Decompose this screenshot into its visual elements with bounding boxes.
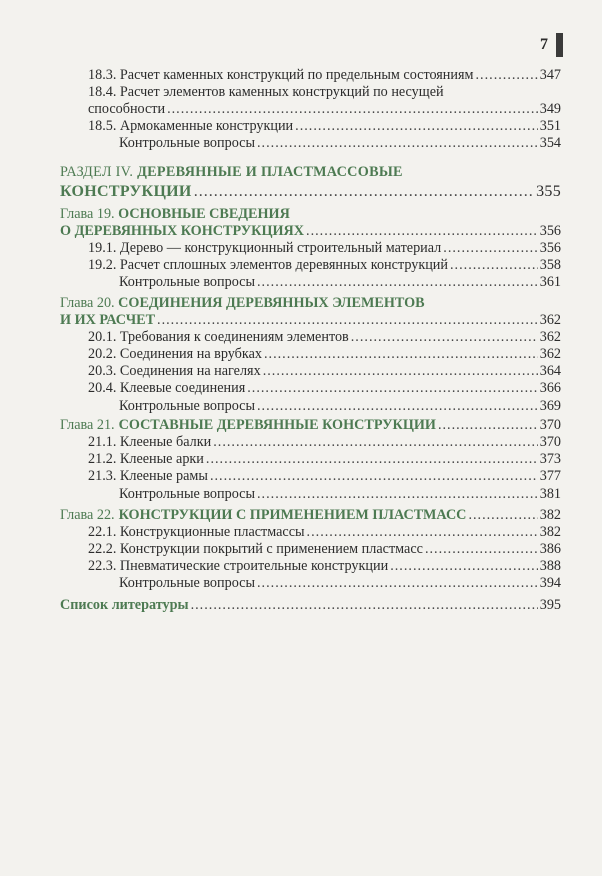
chapter-title: СОСТАВНЫЕ ДЕРЕВЯННЫЕ КОНСТРУКЦИИ — [118, 417, 436, 433]
toc-entry-title: 19.2. Расчет сплошных элементов деревянных конструкций — [88, 257, 448, 273]
toc-entry[interactable] — [88, 467, 561, 485]
toc-entry-page: 361 — [539, 274, 561, 290]
chapter-title: КОНСТРУКЦИИ С ПРИМЕНЕНИЕМ ПЛАСТМАСС — [118, 507, 467, 523]
leader-dots — [194, 183, 534, 201]
toc-entry[interactable] — [119, 397, 561, 415]
toc-entry-title: Контрольные вопросы — [119, 575, 255, 591]
chapter-title: О ДЕРЕВЯННЫХ КОНСТРУКЦИЯХ — [60, 223, 305, 239]
toc-entry-title: 18.4. Расчет элементов каменных конструкций по несущей — [88, 84, 444, 100]
leader-dots — [257, 397, 538, 415]
chapter-title: ОСНОВНЫЕ СВЕДЕНИЯ — [118, 206, 290, 222]
toc-entry-page: 394 — [539, 575, 561, 591]
leader-dots — [206, 450, 538, 468]
chapter-heading[interactable] — [60, 311, 561, 329]
toc-entry-title: 21.2. Клееные арки — [88, 451, 204, 467]
toc-entry[interactable] — [119, 134, 561, 152]
leader-dots — [257, 574, 538, 592]
toc-entry[interactable] — [88, 450, 561, 468]
leader-dots — [257, 273, 538, 291]
toc-entry-page: 395 — [539, 597, 561, 613]
toc-entry-title: 18.3. Расчет каменных конструкций по предельным состояниям — [88, 67, 474, 83]
toc-entry-page: 366 — [539, 380, 561, 396]
toc-entry-page: 388 — [539, 558, 561, 574]
chapter-heading[interactable] — [60, 416, 561, 434]
toc-entry-page: 373 — [539, 451, 561, 467]
toc-entry-page: 382 — [539, 507, 561, 523]
toc-entry-title: Список литературы — [60, 597, 189, 613]
leader-dots — [191, 596, 538, 614]
toc-entry-page: 362 — [539, 346, 561, 362]
toc-entry-title: 20.2. Соединения на врубках — [88, 346, 262, 362]
toc-entry[interactable] — [119, 574, 561, 592]
toc-entry-page: 356 — [539, 240, 561, 256]
toc-entry-title: 21.3. Клееные рамы — [88, 468, 208, 484]
toc-entry-literature[interactable] — [60, 596, 561, 614]
toc-entry[interactable] — [119, 273, 561, 291]
toc-entry-title: Контрольные вопросы — [119, 135, 255, 151]
section-prefix: РАЗДЕЛ IV. — [60, 164, 134, 180]
toc-entry[interactable] — [88, 540, 561, 558]
leader-dots — [438, 416, 538, 434]
toc-entry-title: Контрольные вопросы — [119, 274, 255, 290]
toc-entry-page: 362 — [539, 312, 561, 328]
toc-entry-page: 362 — [539, 329, 561, 345]
toc-entry-page: 370 — [539, 417, 561, 433]
leader-dots — [213, 433, 537, 451]
toc-entry[interactable] — [88, 557, 561, 575]
toc-entry-title: Контрольные вопросы — [119, 486, 255, 502]
leader-dots — [307, 523, 538, 541]
leader-dots — [157, 311, 538, 329]
chapter-title: И ИХ РАСЧЕТ — [60, 312, 156, 328]
leader-dots — [390, 557, 538, 575]
toc-entry[interactable] — [88, 117, 561, 135]
chapter-prefix: Глава 22. — [60, 507, 115, 523]
toc-entry[interactable] — [88, 433, 561, 451]
toc-entry-title: Контрольные вопросы — [119, 398, 255, 414]
toc-entry-title: 20.3. Соединения на нагелях — [88, 363, 261, 379]
section-heading[interactable] — [60, 183, 561, 201]
section-title: КОНСТРУКЦИИ — [60, 183, 192, 200]
toc-entry-page: 358 — [539, 257, 561, 273]
toc-entry-page: 370 — [539, 434, 561, 450]
leader-dots — [257, 134, 538, 152]
toc-entry-page: 377 — [539, 468, 561, 484]
toc-entry[interactable] — [88, 328, 561, 346]
toc-entry[interactable] — [88, 256, 561, 274]
leader-dots — [295, 117, 538, 135]
leader-dots — [306, 222, 538, 240]
leader-dots — [247, 379, 537, 397]
toc-entry-page: 349 — [539, 101, 561, 117]
leader-dots — [443, 239, 537, 257]
toc-entry[interactable] — [119, 485, 561, 503]
toc-entry-page: 369 — [539, 398, 561, 414]
leader-dots — [167, 100, 538, 118]
chapter-prefix: Глава 20. — [60, 295, 115, 311]
toc-entry-title: способности — [88, 101, 166, 117]
toc-entry-title: 20.1. Требования к соединениям элементов — [88, 329, 349, 345]
chapter-heading[interactable] — [60, 222, 561, 240]
toc-entry-page: 347 — [539, 67, 561, 83]
toc-entry-title: 19.1. Дерево — конструкционный строительный материал — [88, 240, 442, 256]
leader-dots — [264, 345, 538, 363]
chapter-heading[interactable] — [60, 294, 425, 312]
chapter-prefix: Глава 19. — [60, 206, 115, 222]
toc-entry-title: 21.1. Клееные балки — [88, 434, 212, 450]
page-number: 7 — [540, 36, 548, 53]
toc-entry-title: 22.3. Пневматические строительные конструкции — [88, 558, 389, 574]
toc-entry-title: 22.1. Конструкционные пластмассы — [88, 524, 305, 540]
toc-entry-title: 22.2. Конструкции покрытий с применением пластмасс — [88, 541, 423, 557]
leader-dots — [257, 485, 538, 503]
leader-dots — [476, 66, 538, 84]
leader-dots — [450, 256, 538, 274]
toc-entry-page: 382 — [539, 524, 561, 540]
leader-dots — [351, 328, 538, 346]
toc-entry[interactable] — [88, 362, 561, 380]
toc-entry-page: 351 — [539, 118, 561, 134]
chapter-heading[interactable] — [60, 506, 561, 524]
section-heading[interactable] — [60, 163, 403, 181]
toc-entry[interactable] — [88, 66, 561, 84]
toc-entry-page: 356 — [539, 223, 561, 239]
toc-entry[interactable] — [88, 379, 561, 397]
leader-dots — [210, 467, 538, 485]
chapter-heading[interactable] — [60, 205, 290, 223]
chapter-title: СОЕДИНЕНИЯ ДЕРЕВЯННЫХ ЭЛЕМЕНТОВ — [118, 295, 425, 311]
toc-entry[interactable] — [88, 239, 561, 257]
toc-entry-page: 386 — [539, 541, 561, 557]
toc-entry[interactable] — [88, 523, 561, 541]
toc-entry-page: 381 — [539, 486, 561, 502]
toc-entry-title: 20.4. Клеевые соединения — [88, 380, 246, 396]
leader-dots — [425, 540, 538, 558]
toc-entry-page: 364 — [539, 363, 561, 379]
leader-dots — [263, 362, 538, 380]
leader-dots — [468, 506, 537, 524]
toc-entry-page: 355 — [536, 183, 561, 200]
section-title: ДЕРЕВЯННЫЕ И ПЛАСТМАССОВЫЕ — [137, 164, 403, 180]
toc-entry-page: 354 — [539, 135, 561, 151]
toc-entry-title: 18.5. Армокаменные конструкции — [88, 118, 294, 134]
toc-entry[interactable] — [88, 345, 561, 363]
toc-entry[interactable] — [88, 100, 561, 118]
chapter-prefix: Глава 21. — [60, 417, 115, 433]
page-edge-bar — [556, 33, 563, 57]
